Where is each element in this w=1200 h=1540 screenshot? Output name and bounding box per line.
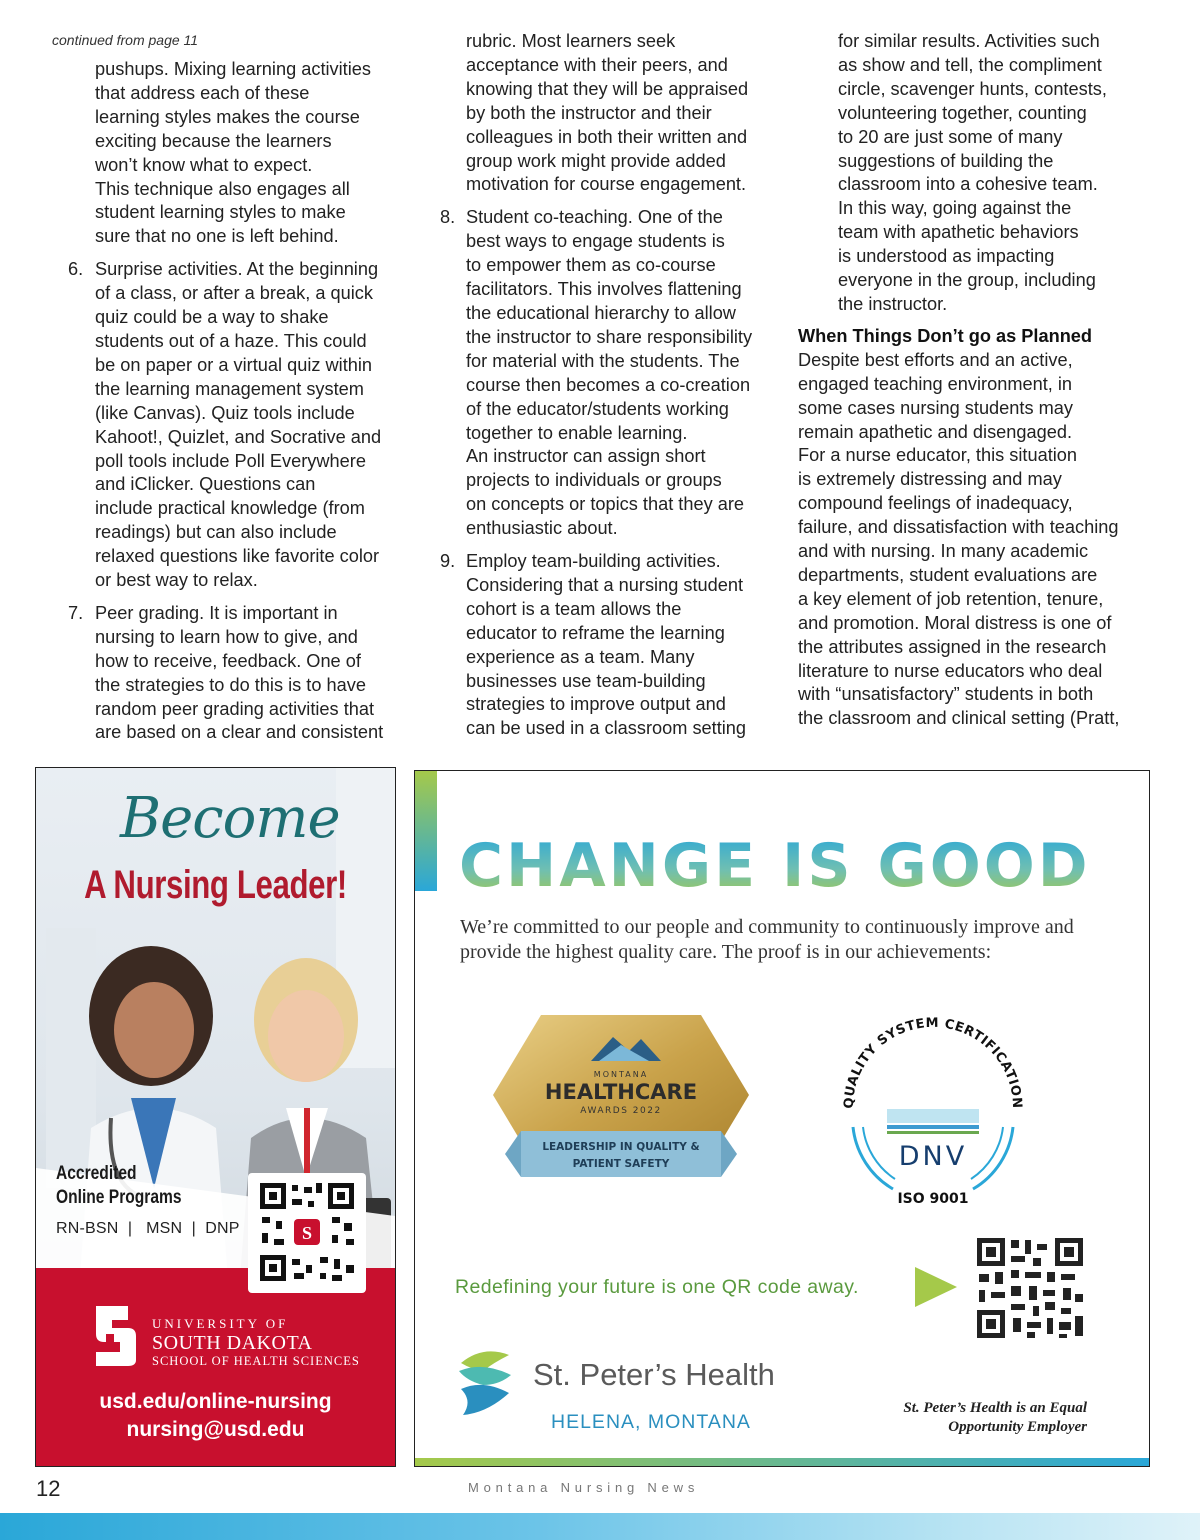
- text-line: compound feelings of inadequacy,: [798, 493, 1073, 514]
- text-line: colleagues in both their written and: [466, 126, 748, 147]
- text-line: classroom into a cohesive team.: [838, 174, 1098, 195]
- text-line: and iClicker. Questions can: [95, 474, 316, 495]
- text-line: of a class, or after a break, a quick: [95, 283, 373, 304]
- text-line: the learning management system: [95, 378, 364, 399]
- list-item-8: [440, 206, 785, 541]
- healthcare-award-badge-icon: [481, 1003, 761, 1203]
- qr-code-icon[interactable]: [975, 1236, 1085, 1340]
- text-line: enthusiastic about.: [466, 518, 618, 539]
- badge-main-text: HEALTHCARE: [544, 1080, 698, 1104]
- text-line: best ways to engage students is: [466, 231, 725, 252]
- text-line: literature to nurse educators who deal: [798, 660, 1103, 681]
- list-number: 7.: [68, 602, 84, 623]
- gradient-accent-bar: [415, 771, 437, 891]
- text-line: experience as a team. Many: [466, 646, 695, 667]
- accredited-text: [56, 1162, 182, 1210]
- text-line: (like Canvas). Quiz tools include: [95, 402, 355, 423]
- text-line: businesses use team-building: [466, 670, 706, 691]
- text-line: Peer grading. It is important in: [95, 602, 338, 623]
- col1-intro: [52, 58, 412, 249]
- text-line: to empower them as co-course: [466, 255, 716, 276]
- text-line: circle, scavenger hunts, contests,: [838, 78, 1107, 99]
- article-column-3: [798, 30, 1148, 731]
- text-line: as show and tell, the compliment: [838, 54, 1102, 75]
- text-line: how to receive, feedback. One of: [95, 650, 361, 671]
- text-line: facilitators. This involves flattening: [466, 279, 742, 300]
- text-line: remain apathetic and disengaged.: [798, 421, 1073, 442]
- text-line: on concepts or topics that they are: [466, 494, 745, 515]
- st-peters-advertisement[interactable]: [414, 770, 1150, 1467]
- text-line: knowing that they will be appraised: [466, 78, 749, 99]
- ad-headline: A Nursing Leader!: [84, 863, 347, 907]
- text-line: learning styles makes the course: [95, 106, 360, 127]
- svg-text:S: S: [301, 1223, 313, 1243]
- text-line: can be used in a classroom setting: [466, 718, 747, 739]
- uni-line-1: UNIVERSITY OF: [152, 1316, 289, 1331]
- text-line: or best way to relax.: [95, 570, 258, 591]
- university-name: [152, 1316, 360, 1369]
- list-item-9: [440, 550, 785, 741]
- text-line: quiz could be a way to shake: [95, 307, 329, 328]
- text-line: the instructor to share responsibility: [466, 326, 753, 347]
- text-line: volunteering together, counting: [838, 102, 1087, 123]
- badge-top-text: MONTANA: [593, 1070, 649, 1079]
- text-line: and promotion. Moral distress is one of: [798, 612, 1112, 633]
- text-line: suggestions of building the: [838, 150, 1054, 171]
- section-heading: When Things Don’t go as Planned: [798, 325, 1093, 346]
- list-item-text: [95, 258, 412, 593]
- text-line: engaged teaching environment, in: [798, 373, 1073, 394]
- text-line: the instructor.: [838, 293, 948, 314]
- text-line: group work might provide added: [466, 150, 726, 171]
- text-line: nursing to learn how to give, and: [95, 626, 358, 647]
- text-line: that address each of these: [95, 82, 310, 103]
- article-column-1: [52, 30, 412, 745]
- organization-name: St. Peter’s Health: [533, 1357, 775, 1392]
- usd-email-link[interactable]: nursing@usd.edu: [126, 1418, 305, 1441]
- bottom-color-stripe: [0, 1513, 1200, 1540]
- organization-city: HELENA, MONTANA: [551, 1411, 751, 1433]
- text-line: Considering that a nursing student: [466, 574, 744, 595]
- text-line: exciting because the learners: [95, 130, 332, 151]
- text-line: and with nursing. In many academic: [798, 541, 1089, 562]
- gradient-bottom-bar: [415, 1458, 1149, 1466]
- text-line: for similar results. Activities such: [838, 31, 1100, 51]
- usd-advertisement[interactable]: [35, 767, 396, 1467]
- text-line: the classroom and clinical setting (Pratt,: [798, 708, 1120, 729]
- text-line: the strategies to do this is to have: [95, 674, 366, 695]
- text-line: readings) but can also include: [95, 522, 337, 543]
- text-line: together to enable learning.: [466, 422, 688, 443]
- text-line: student learning styles to make: [95, 202, 346, 223]
- text-line: In this way, going against the: [838, 198, 1072, 219]
- text-line: strategies to improve output and: [466, 694, 726, 715]
- text-line: For a nurse educator, this situation: [798, 445, 1078, 466]
- text-line: Surprise activities. At the beginning: [95, 259, 379, 280]
- col3-intro: [798, 30, 1148, 317]
- list-number: 9.: [440, 551, 456, 572]
- text-line: Kahoot!, Quizlet, and Socrative and: [95, 426, 382, 447]
- text-line: acceptance with their peers, and: [466, 54, 728, 75]
- text-line: the attributes assigned in the research: [798, 636, 1107, 657]
- col2-intro: [440, 30, 785, 197]
- text-line: departments, student evaluations are: [798, 564, 1098, 585]
- become-script: Become: [120, 786, 340, 851]
- iso-text: ISO 9001: [897, 1191, 969, 1207]
- svg-text:QUALITY SYSTEM CERTIFICATION: [842, 1016, 1024, 1109]
- eoe-line-2: Opportunity Employer: [948, 1419, 1087, 1435]
- text-line: a key element of job retention, tenure,: [798, 588, 1104, 609]
- list-number: 8.: [440, 207, 456, 228]
- badge-ribbon-line-2: PATIENT SAFETY: [572, 1158, 670, 1170]
- text-line: motivation for course engagement.: [466, 174, 747, 195]
- section-body: [798, 349, 1148, 732]
- text-line: poll tools include Poll Everywhere: [95, 450, 366, 471]
- play-arrow-icon: [915, 1267, 957, 1307]
- text-line: students out of a haze. This could: [95, 330, 367, 351]
- text-line: cohort is a team allows the: [466, 598, 682, 619]
- text-line: course then becomes a co-creation: [466, 374, 751, 395]
- list-item-6: [52, 258, 412, 593]
- text-line: to 20 are just some of many: [838, 126, 1063, 147]
- badge-sub-text: AWARDS 2022: [580, 1106, 662, 1116]
- text-line: everyone in the group, including: [838, 270, 1096, 291]
- publication-name: Montana Nursing News: [468, 1480, 700, 1495]
- list-item-text: [466, 206, 785, 541]
- list-item-text: [466, 550, 785, 741]
- qr-callout: Redefining your future is one QR code away.: [455, 1276, 859, 1298]
- continued-note: continued from page 11: [52, 32, 199, 48]
- text-line: be on paper or a virtual quiz within: [95, 354, 373, 375]
- text-line: is understood as impacting: [838, 246, 1055, 267]
- text-line: team with apathetic behaviors: [838, 222, 1079, 243]
- equal-opportunity-note: [855, 1399, 1087, 1437]
- usd-website-link[interactable]: usd.edu/online-nursing: [99, 1390, 332, 1413]
- text-line: for material with the students. The: [466, 350, 740, 371]
- text-line: projects to individuals or groups: [466, 470, 722, 491]
- qr-code-graphic: [248, 1173, 366, 1293]
- text-line: Student co-teaching. One of the: [466, 207, 723, 228]
- text-line: This technique also engages all: [95, 178, 350, 199]
- program-list: RN-BSN | MSN | DNP: [56, 1220, 240, 1237]
- text-line: is extremely distressing and may: [798, 469, 1062, 490]
- st-peters-logo-icon: [453, 1341, 517, 1421]
- page-number: 12: [36, 1476, 61, 1501]
- text-line: rubric. Most learners seek: [466, 31, 676, 51]
- text-line: random peer grading activities that: [95, 698, 375, 719]
- dnv-brand-text: DNV: [898, 1141, 968, 1172]
- text-line: pushups. Mixing learning activities: [95, 59, 371, 79]
- text-line: by both the instructor and their: [466, 102, 712, 123]
- eoe-line-1: St. Peter’s Health is an Equal: [903, 1400, 1087, 1416]
- text-line: educator to reframe the learning: [466, 622, 725, 643]
- text-line: the educational hierarchy to allow: [466, 302, 736, 323]
- text-line: some cases nursing students may: [798, 397, 1073, 418]
- uni-line-2: SOUTH DAKOTA: [152, 1332, 313, 1354]
- ad-lede: We’re committed to our people and community to continuously improve and provide the highest quality care. The proof is in our achievements:: [460, 916, 1074, 963]
- dnv-iso-certification-icon: [823, 997, 1043, 1217]
- uni-line-3: SCHOOL OF HEALTH SCIENCES: [152, 1354, 360, 1368]
- text-line: An instructor can assign short: [466, 446, 706, 467]
- list-item-text: [95, 602, 412, 745]
- text-line: sure that no one is left behind.: [95, 226, 339, 247]
- accredited-line-1: Accredited: [56, 1163, 137, 1184]
- usd-logo-icon: [92, 1300, 140, 1368]
- article-column-2: [440, 30, 785, 741]
- ad-title: CHANGE IS GOOD: [459, 831, 1091, 901]
- text-line: of the educator/students working: [466, 398, 729, 419]
- list-item-7: [52, 602, 412, 745]
- text-line: Despite best efforts and an active,: [798, 349, 1073, 370]
- text-line: won’t know what to expect.: [95, 154, 313, 175]
- text-line: Employ team-building activities.: [466, 551, 721, 572]
- usd-contact: [36, 1388, 395, 1444]
- accredited-line-2: Online Programs: [56, 1187, 182, 1208]
- text-line: include practical knowledge (from: [95, 498, 365, 519]
- text-line: relaxed questions like favorite color: [95, 546, 380, 567]
- list-number: 6.: [68, 259, 84, 280]
- text-line: with “unsatisfactory” students in both: [798, 684, 1094, 705]
- qr-code-icon[interactable]: [248, 1173, 366, 1293]
- text-line: failure, and dissatisfaction with teaching: [798, 517, 1119, 538]
- text-line: are based on a clear and consistent: [95, 722, 384, 743]
- badge-ribbon-line-1: LEADERSHIP IN QUALITY &: [542, 1141, 700, 1153]
- certification-arc-text: QUALITY SYSTEM CERTIFICATION: [841, 1015, 1025, 1109]
